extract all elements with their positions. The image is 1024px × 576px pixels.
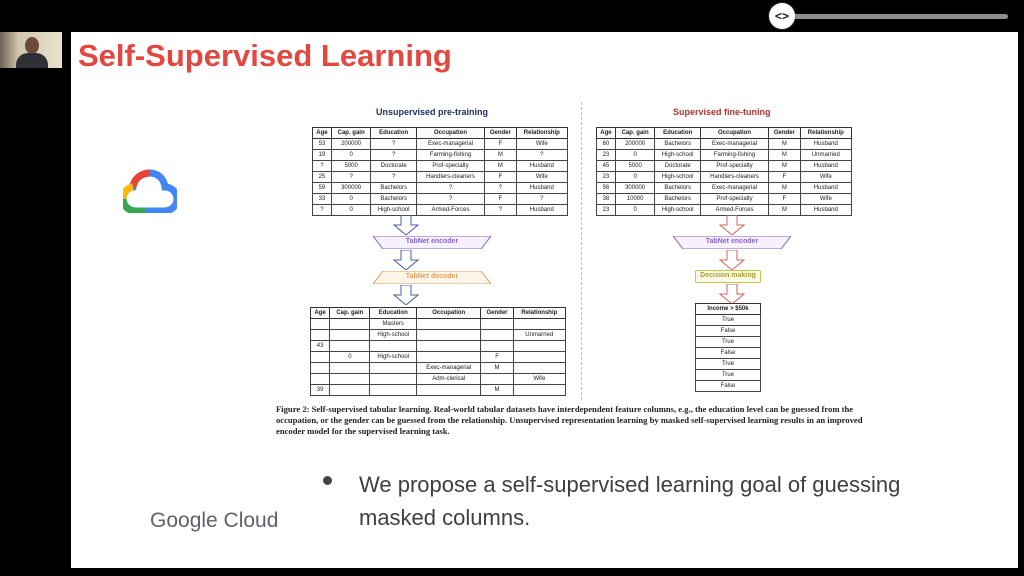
tabnet-encoder-right: TabNet encoder [673, 236, 791, 249]
right-input-table [596, 127, 852, 216]
tabnet-encoder-left: TabNet encoder [373, 236, 491, 249]
table-cell: M [481, 363, 513, 374]
table-cell: Bachelors [371, 183, 417, 194]
table-cell [417, 341, 481, 352]
table-cell: M [769, 139, 801, 150]
table-cell [417, 385, 481, 396]
table-cell [481, 374, 513, 385]
video-scrubber-track[interactable] [784, 14, 1008, 19]
table-row [597, 150, 852, 161]
table-cell: High-school [655, 150, 701, 161]
google-cloud-logo-icon [123, 169, 177, 213]
player-top-bar [0, 0, 1024, 32]
table-cell: High-school [655, 205, 701, 216]
table-cell [513, 352, 565, 363]
table-cell [370, 374, 417, 385]
table-cell: Wife [513, 374, 565, 385]
column-header: Age [311, 308, 330, 319]
table-cell: ? [371, 150, 417, 161]
table-cell [311, 330, 330, 341]
table-cell: M [485, 150, 517, 161]
decision-making-box: Decision making [695, 270, 761, 283]
table-cell: Husband [800, 139, 851, 150]
table-cell: Armed-Forces [701, 205, 769, 216]
table-row [311, 352, 566, 363]
table-cell: High-school [655, 172, 701, 183]
table-cell: F [481, 352, 513, 363]
table-cell: 39 [311, 385, 330, 396]
income-cell: True [696, 359, 761, 370]
table-cell: Farming-fishing [417, 150, 485, 161]
table-cell: 45 [597, 161, 616, 172]
table-cell: Farming-fishing [701, 150, 769, 161]
column-header: Education [655, 128, 701, 139]
table-row [597, 194, 852, 205]
table-cell [513, 385, 565, 396]
table-cell: 0 [331, 150, 370, 161]
column-header: Gender [481, 308, 513, 319]
table-cell [311, 352, 330, 363]
table-row [597, 161, 852, 172]
table-cell: F [485, 139, 517, 150]
column-header: Cap. gain [331, 128, 370, 139]
webcam-thumbnail[interactable] [0, 32, 62, 68]
table-cell [513, 363, 565, 374]
income-output-table [695, 303, 761, 392]
table-cell: ? [313, 161, 332, 172]
table-cell: ? [417, 194, 485, 205]
table-cell [311, 363, 330, 374]
income-cell: False [696, 326, 761, 337]
table-cell: ? [313, 205, 332, 216]
table-cell: Husband [800, 205, 851, 216]
table-row [311, 341, 566, 352]
income-cell: True [696, 337, 761, 348]
table-cell: M [485, 161, 517, 172]
table-cell [417, 330, 481, 341]
tabnet-decoder: TabNet decoder [373, 271, 491, 284]
table-cell: 200000 [615, 139, 654, 150]
table-cell [513, 341, 565, 352]
table-cell: High-school [371, 205, 417, 216]
table-cell: 38 [597, 194, 616, 205]
table-cell [330, 385, 370, 396]
table-cell: F [485, 172, 517, 183]
table-row [313, 139, 568, 150]
down-arrow-icon [719, 215, 745, 235]
table-cell: Husband [800, 161, 851, 172]
table-row [311, 363, 566, 374]
table-cell: Unmarried [513, 330, 565, 341]
table-cell: ? [485, 205, 517, 216]
table-cell: M [769, 150, 801, 161]
table-header-row [311, 308, 566, 319]
left-output-table [310, 307, 566, 396]
table-cell: Wife [516, 172, 567, 183]
down-arrow-icon [393, 250, 419, 270]
table-row [597, 205, 852, 216]
table-row [597, 172, 852, 183]
table-cell: 0 [331, 194, 370, 205]
table-cell: Bachelors [655, 139, 701, 150]
table-row [313, 205, 568, 216]
table-row [313, 172, 568, 183]
table-cell: High-school [370, 352, 417, 363]
table-cell [330, 363, 370, 374]
table-cell: 56 [597, 183, 616, 194]
table-cell: Armed-Forces [417, 205, 485, 216]
table-cell: 59 [313, 183, 332, 194]
table-cell: Wife [516, 139, 567, 150]
column-header: Cap. gain [615, 128, 654, 139]
down-arrow-icon [393, 215, 419, 235]
table-row [313, 161, 568, 172]
income-cell: False [696, 381, 761, 392]
left-input-table [312, 127, 568, 216]
table-cell: ? [516, 150, 567, 161]
table-row [597, 139, 852, 150]
table-cell: 25 [313, 172, 332, 183]
table-cell: Prof-specialty [701, 161, 769, 172]
table-cell: Husband [800, 183, 851, 194]
table-row [313, 150, 568, 161]
column-header: Gender [485, 128, 517, 139]
table-cell: 23 [597, 150, 616, 161]
table-cell: Husband [516, 183, 567, 194]
table-row [311, 374, 566, 385]
table-cell: Husband [516, 205, 567, 216]
column-header: Education [370, 308, 417, 319]
column-header: Occupation [417, 128, 485, 139]
table-cell: Prof-specialty [701, 194, 769, 205]
income-cell: True [696, 315, 761, 326]
column-header: Age [313, 128, 332, 139]
down-arrow-icon [393, 285, 419, 305]
slide-title: Self-Supervised Learning [78, 38, 452, 73]
table-cell [330, 319, 370, 330]
table-cell: M [769, 205, 801, 216]
table-header-row [313, 128, 568, 139]
table-cell: Adm-clerical [417, 374, 481, 385]
table-cell: F [769, 172, 801, 183]
table-cell [311, 374, 330, 385]
table-cell: ? [417, 183, 485, 194]
table-cell: F [769, 194, 801, 205]
table-cell: 300000 [615, 183, 654, 194]
table-cell: Bachelors [655, 183, 701, 194]
down-arrow-icon [719, 284, 745, 304]
table-cell: 0 [331, 205, 370, 216]
table-cell: 5000 [331, 161, 370, 172]
column-header: Age [597, 128, 616, 139]
table-cell [370, 341, 417, 352]
table-cell [370, 385, 417, 396]
table-cell: 300000 [331, 183, 370, 194]
table-cell: 23 [597, 205, 616, 216]
table-cell: Wife [800, 172, 851, 183]
column-header: Relationship [516, 128, 567, 139]
figure-caption: Figure 2: Self-supervised tabular learning. Real-world tabular datasets have interdependent feature columns, e.g., the education level can be guessed from the occupation, or the gender can be guessed from the relationship. Unsupervised representation learning by masked self-supervised learning results in an improved encoder model for the supervised learning task. [276, 404, 863, 436]
table-row [313, 194, 568, 205]
table-row [311, 330, 566, 341]
table-cell: Masters [370, 319, 417, 330]
table-cell: M [769, 161, 801, 172]
table-cell: M [769, 183, 801, 194]
table-cell [370, 363, 417, 374]
scrubber-knob-icon[interactable]: <> [769, 3, 795, 29]
table-cell: ? [485, 183, 517, 194]
table-cell: Handlers-cleaners [417, 172, 485, 183]
down-arrow-icon [719, 250, 745, 270]
table-header-row [597, 128, 852, 139]
table-cell: Exec-managerial [701, 183, 769, 194]
table-cell: ? [516, 194, 567, 205]
table-row [597, 183, 852, 194]
column-header: Education [371, 128, 417, 139]
table-cell: 33 [313, 194, 332, 205]
left-section-title: Unsupervised pre-training [376, 107, 489, 117]
table-cell [481, 341, 513, 352]
column-header: Relationship [800, 128, 851, 139]
table-cell: Wife [800, 194, 851, 205]
column-header: Occupation [417, 308, 481, 319]
table-cell: 10000 [615, 194, 654, 205]
table-cell: Doctorate [655, 161, 701, 172]
table-cell [417, 352, 481, 363]
table-cell: ? [371, 139, 417, 150]
right-section-title: Supervised fine-tuning [673, 107, 771, 117]
column-header: Occupation [701, 128, 769, 139]
table-cell [311, 319, 330, 330]
table-cell: Exec-managerial [417, 363, 481, 374]
table-row [311, 385, 566, 396]
table-cell: 0 [615, 150, 654, 161]
table-cell: 60 [597, 139, 616, 150]
table-cell: Handlers-cleaners [701, 172, 769, 183]
table-cell [330, 330, 370, 341]
presentation-slide [71, 32, 1018, 568]
bullet-text: We propose a self-supervised learning goal of guessing masked columns. [359, 472, 901, 530]
table-cell: 23 [597, 172, 616, 183]
income-cell: False [696, 348, 761, 359]
income-cell: True [696, 370, 761, 381]
table-cell: Bachelors [655, 194, 701, 205]
figure-divider [581, 102, 582, 400]
column-header: Cap. gain [330, 308, 370, 319]
income-header: Income > $50k [696, 304, 761, 315]
table-cell [481, 330, 513, 341]
table-cell [513, 319, 565, 330]
table-cell: F [485, 194, 517, 205]
tabnet-figure [276, 102, 876, 452]
table-cell [417, 319, 481, 330]
table-cell [330, 374, 370, 385]
table-cell [481, 319, 513, 330]
table-cell: 0 [615, 205, 654, 216]
table-cell: 0 [615, 172, 654, 183]
google-cloud-wordmark: Google Cloud [150, 509, 279, 532]
table-cell: 200000 [331, 139, 370, 150]
bullet-marker [323, 476, 332, 485]
table-cell: 53 [313, 139, 332, 150]
table-cell: 43 [311, 341, 330, 352]
column-header: Relationship [513, 308, 565, 319]
column-header: Gender [769, 128, 801, 139]
table-row [311, 319, 566, 330]
table-cell: 0 [330, 352, 370, 363]
table-cell: M [481, 385, 513, 396]
table-cell: Doctorate [371, 161, 417, 172]
table-cell: Unmarried [800, 150, 851, 161]
table-cell: Husband [516, 161, 567, 172]
table-cell: High-school [370, 330, 417, 341]
table-row [313, 183, 568, 194]
table-cell [330, 341, 370, 352]
table-cell: Exec-managerial [701, 139, 769, 150]
table-cell: ? [331, 172, 370, 183]
table-cell: ? [371, 172, 417, 183]
table-cell: Prof-specialty [417, 161, 485, 172]
table-cell: Exec-managerial [417, 139, 485, 150]
table-cell: 5000 [615, 161, 654, 172]
table-cell: 19 [313, 150, 332, 161]
table-cell: Bachelors [371, 194, 417, 205]
